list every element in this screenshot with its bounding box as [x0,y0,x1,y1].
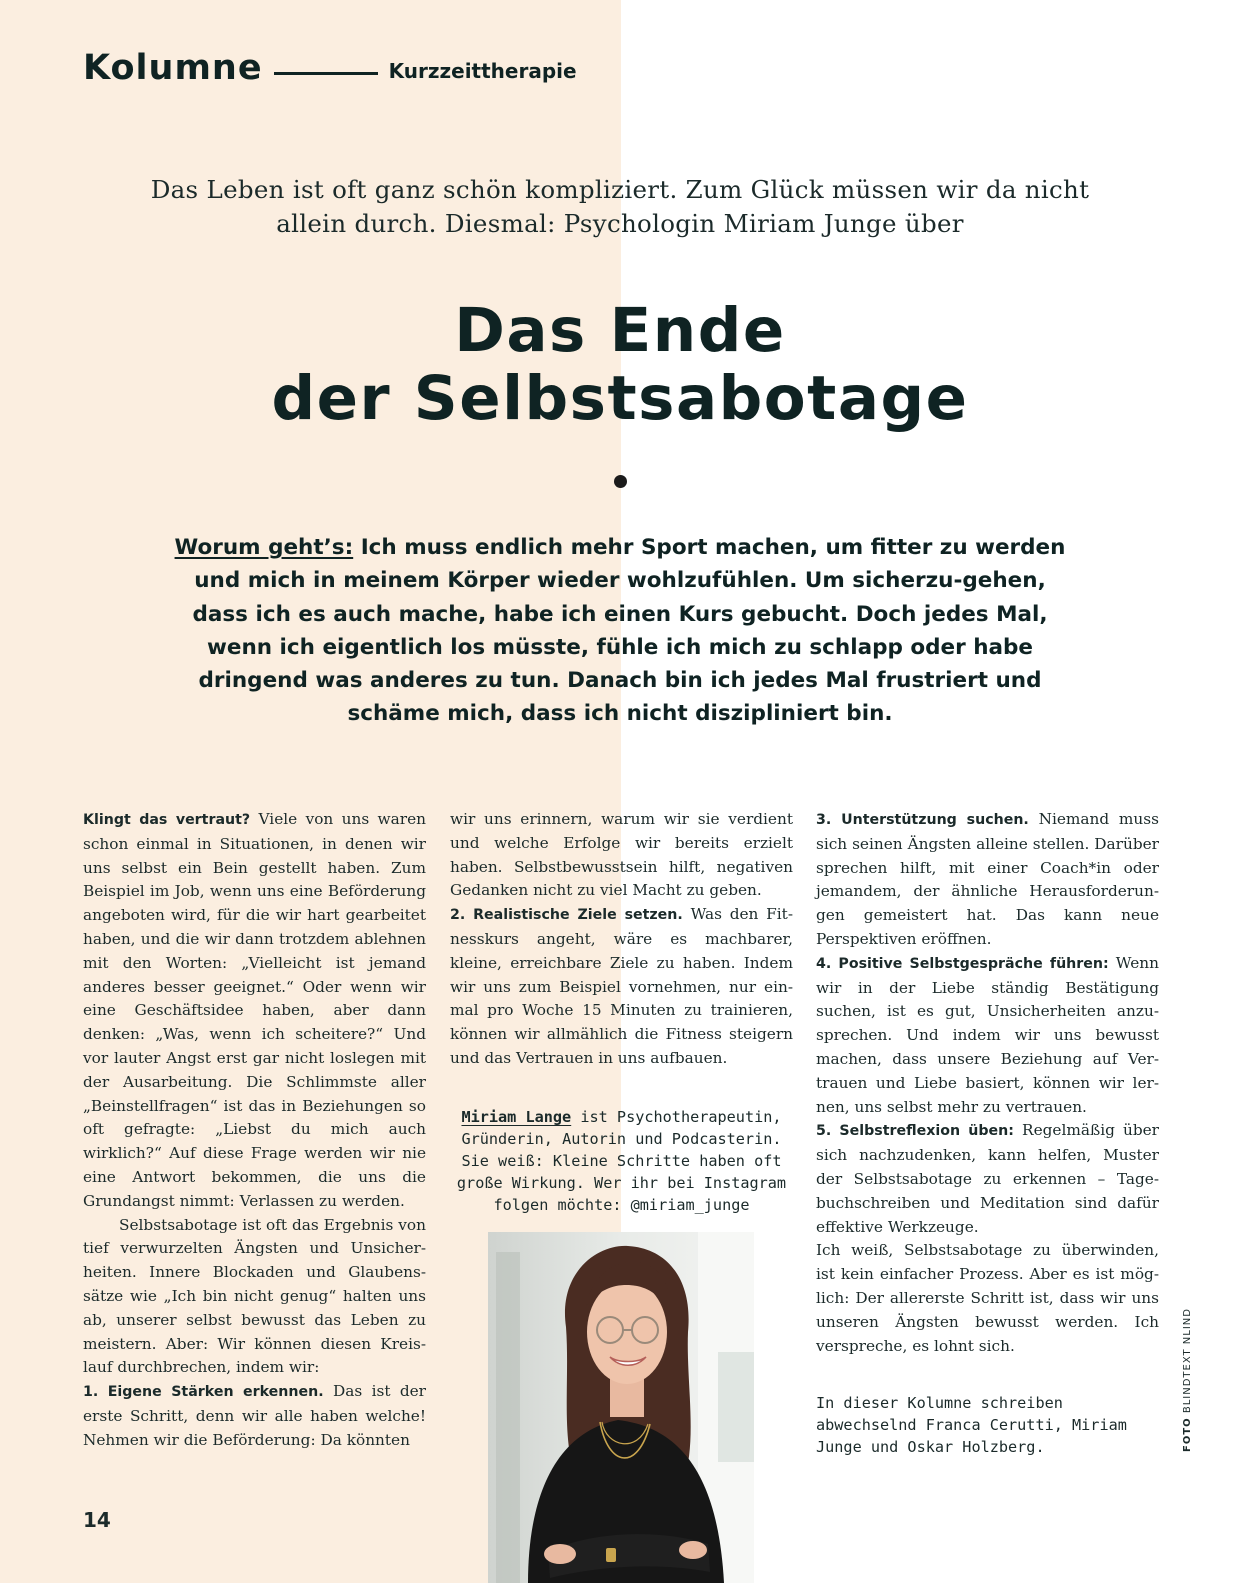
step-4-text: Wenn wir in der Liebe ständig Bestätigung suchen, ist es gut, Unsicherheiten anzusprechen. Und indem wir uns bewusst machen, dass unsere Beziehung auf Vertrauen und Liebe basiert, können wir lernen, uns selbst mehr zu vertrauen. [816,953,1159,1116]
closing-paragraph: Ich weiß, Selbstsabotage zu überwinden, ist kein einfacher Prozess. Aber es ist möglich: Der allererste Schritt ist, dass wir uns unseren Ängsten bewusst werden. Ich verspreche, es lohnt sich. [816,1241,1159,1355]
author-bio [450,1106,793,1216]
step-1-text: Das ist der erste Schritt, denn wir alle haben welche! Nehmen wir die Beförderung: Da könnten [83,1382,426,1449]
step-1 [83,1380,426,1452]
author-photo [488,1232,754,1583]
body-paragraph-2: Selbstsabotage ist oft das Ergebnis von tief verwurzelten Ängsten und Unsicherheiten. Innere Blockaden und Glaubenssätze wie „Ich bin nicht genug“ halten uns ab, unserer selbst bewusst das Leben zu meistern. Aber: Wir können diesen Kreislauf durchbrechen, indem wir: [83,1215,426,1377]
step-5 [816,1119,1159,1239]
topic-label: Kurzzeittherapie [388,59,577,83]
step-2 [450,903,793,1071]
author-name: Miriam Lange [461,1108,572,1126]
title-line-2: der Selbstsabotage [271,363,969,434]
step-3-label: 3. Unterstützung suchen. [816,812,1029,828]
step-4 [816,952,1159,1120]
paragraph-text: Viele von uns waren schon einmal in Situationen, in denen wir uns selbst ein Bein gestellt haben. Zum Beispiel im Job, wenn uns eine Beförderung angeboten wird, für die wir hart gearbeitet haben, und die wir dann trotzdem ablehnen mit den Worten: „Vielleicht ist jemand anderes besser geeignet.“ Oder wenn wir eine Geschäftsidee haben, aber dann denken: „Was, wenn ich scheitere?“ Und vor lauter Angst erst gar nicht loslegen mit der Ausarbeitung. Die Schlimmste aller „Beinstellfragen“ ist das in Beziehungen so oft gefragte: „Liebst du mich auch wirklich?“ Auf diese Frage werden wir nie eine Antwort bekommen, die uns die Grundangst nimmt: Verlassen zu werden. [83,810,426,1210]
photo-credit-text: BLINDTEXT NLIND [1182,1308,1193,1414]
lead-paragraph [165,531,1075,731]
article-title [120,297,1120,433]
step-3-text: Niemand muss sich seinen Ängsten alleine stellen. Darüber sprechen hilft, mit einer Coach*in oder jemandem, der ähnliche Herausforderungen gemeistert hat. Das kann neue Perspektiven eröffnen. [816,810,1159,948]
body-column-2-content [450,808,793,1071]
title-bullet-dot [614,475,627,488]
body-column-3 [816,808,1159,1358]
intro-text: Das Leben ist oft ganz schön kompliziert. Zum Glück müssen wir da nicht allein durch. Diesmal: Psychologin Miriam Junge über [150,175,1090,238]
step-3 [816,808,1159,952]
author-photo-illustration [488,1232,754,1583]
step-2-label: 2. Realistische Ziele setzen. [450,907,683,924]
step-4-label: 4. Positive Selbstgespräche führen: [816,955,1109,972]
lead-label: Worum geht’s: [174,535,354,560]
step-5-label: 5. Selbstreflexion üben: [816,1123,1014,1140]
column-header [83,48,577,88]
author-bio-text: ist Psychotherapeutin, Gründerin, Autorin und Podcasterin. Sie weiß: Kleine Schritte haben oft große Wirkung. Wer ihr bei Instagram folgen möchte: @miriam_junge [456,1108,787,1214]
title-line-1: Das Ende [454,295,786,366]
section-label: Kolumne [83,48,263,88]
step-1-continuation [450,808,793,903]
columnists-note: In dieser Kolumne schreiben abwechselnd Franca Cerutti, Miriam Junge und Oskar Holzberg. [816,1394,1127,1456]
step-1-continued-text: wir uns erinnern, warum wir sie verdient und welche Erfolge wir bereits erzielt haben. Selbstbewusstsein hilft, negativen Gedanken nicht zu viel Macht zu geben. [450,810,793,900]
body-paragraph-1 [83,808,426,1214]
step-1-label: 1. Eigene Stärken erkennen. [83,1384,324,1401]
header-divider-line [274,72,378,75]
page-number: 14 [83,1508,111,1532]
photo-credit-label: FOTO [1182,1417,1193,1452]
body-column-1 [83,808,426,1453]
step-2-text: Was den Fitnesskurs angeht, wäre es machbarer, kleine, erreichbare Ziele zu haben. Indem wir uns zum Beispiel vornehmen, nur einmal pro Woche 15 Minuten zu trainieren, können wir allmählich die Fitness steigern und das Vertrauen in uns aufbauen. [450,905,793,1067]
lead-text: Ich muss endlich mehr Sport machen, um fitter zu werden und mich in meinem Körper wieder wohlzufühlen. Um sicherzu-gehen, dass ich es auch mache, habe ich einen Kurs gebucht. Doch jedes Mal, wenn ich eigentlich los müsste, fühle ich mich zu schlapp oder habe dringend was anderes zu tun. Danach bin ich jedes Mal frustriert und schäme mich, dass ich nicht diszipliniert bin. [192,535,1066,727]
paragraph-label: Klingt das vertraut? [83,812,251,828]
step-5-text: Regelmäßig über sich nachzudenken, kann helfen, Muster der Selbstsabotage zu erkennen – Tagebuchschreiben und Meditation sind dafür effektive Werkzeuge. [816,1121,1159,1236]
photo-credit [1182,1308,1193,1452]
